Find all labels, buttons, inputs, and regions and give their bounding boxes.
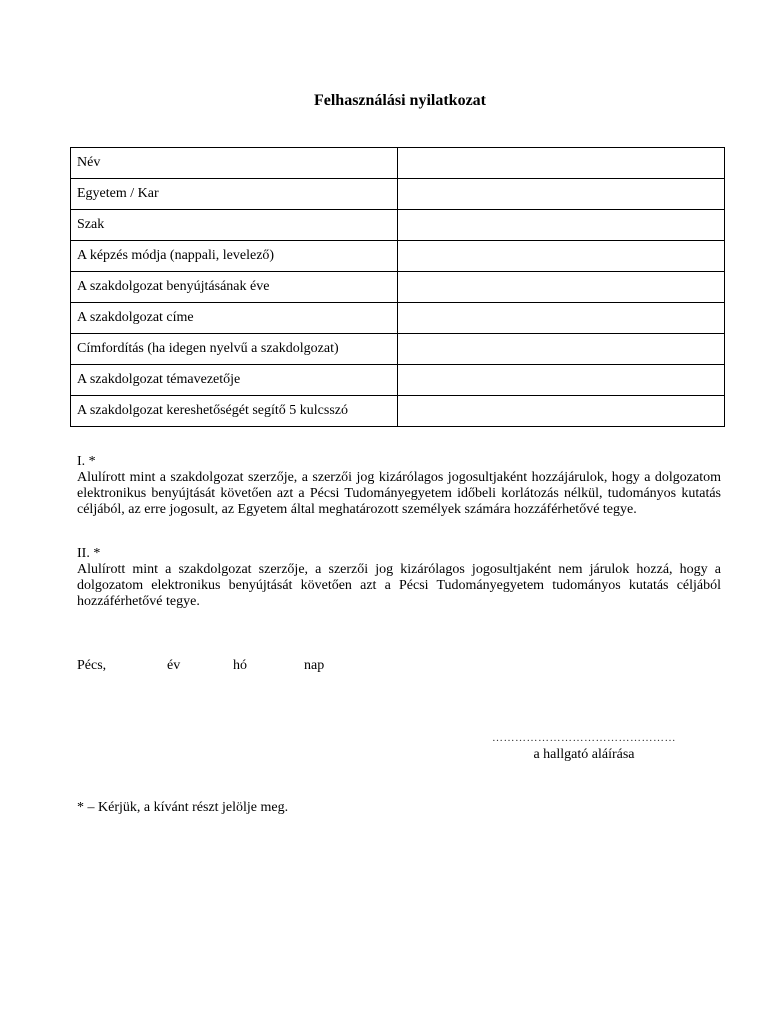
row-label: A szakdolgozat kereshetőségét segítő 5 kulcsszó — [71, 396, 398, 427]
row-value-field[interactable] — [397, 272, 724, 303]
date-year-label: év — [167, 658, 181, 673]
signature-block — [486, 730, 682, 764]
row-label: Címfordítás (ha idegen nyelvű a szakdolgozat) — [71, 334, 398, 365]
row-label: A képzés módja (nappali, levelező) — [71, 241, 398, 272]
row-label: Egyetem / Kar — [71, 179, 398, 210]
row-label: A szakdolgozat benyújtásának éve — [71, 272, 398, 303]
row-value-field[interactable] — [397, 365, 724, 396]
row-value-field[interactable] — [397, 334, 724, 365]
table-row — [71, 241, 725, 272]
date-line — [77, 658, 477, 674]
table-row — [71, 365, 725, 396]
signature-line: ………………………………………… — [492, 732, 676, 744]
row-label: A szakdolgozat címe — [71, 303, 398, 334]
section-text: Alulírott mint a szakdolgozat szerzője, a szerzői jog kizárólagos jogosultjaként nem járulok hozzá, hogy a dolgozatom elektronikus benyújtását követően azt a Pécsi Tudományegyetem tudományos kutatás céljából hozzáférhetővé tegye. — [77, 562, 721, 609]
page-title: Felhasználási nyilatkozat — [313, 92, 486, 109]
row-value-field[interactable] — [397, 210, 724, 241]
table-row — [71, 272, 725, 303]
table-row — [71, 334, 725, 365]
table-row — [71, 396, 725, 427]
table-row — [71, 210, 725, 241]
row-label: Szak — [71, 210, 398, 241]
consent-section-ii — [77, 546, 721, 610]
date-day-label: nap — [304, 658, 325, 673]
section-heading: II. * — [77, 546, 101, 561]
signature-label: a hallgató aláírása — [533, 747, 635, 762]
section-heading: I. * — [77, 454, 96, 469]
row-value-field[interactable] — [397, 179, 724, 210]
row-label: Név — [71, 148, 398, 179]
info-table — [70, 147, 725, 427]
consent-section-i — [77, 454, 721, 518]
row-value-field[interactable] — [397, 303, 724, 334]
date-city: Pécs, — [77, 658, 107, 673]
footnote: * – Kérjük, a kívánt részt jelölje meg. — [77, 800, 289, 815]
row-value-field[interactable] — [397, 241, 724, 272]
table-row — [71, 179, 725, 210]
table-row — [71, 148, 725, 179]
section-text: Alulírott mint a szakdolgozat szerzője, a szerzői jog kizárólagos jogosultjaként hozzájárulok, hogy a dolgozatom elektronikus benyújtását követően azt a Pécsi Tudományegyetem időbeli korlátozás nélkül, tudományos kutatás céljából, az erre jogosult, az Egyetem által meghatározott személyek számára hozzáférhetővé tegye. — [77, 470, 721, 517]
row-value-field[interactable] — [397, 148, 724, 179]
row-value-field[interactable] — [397, 396, 724, 427]
table-row — [71, 303, 725, 334]
row-label: A szakdolgozat témavezetője — [71, 365, 398, 396]
date-month-label: hó — [233, 658, 247, 673]
